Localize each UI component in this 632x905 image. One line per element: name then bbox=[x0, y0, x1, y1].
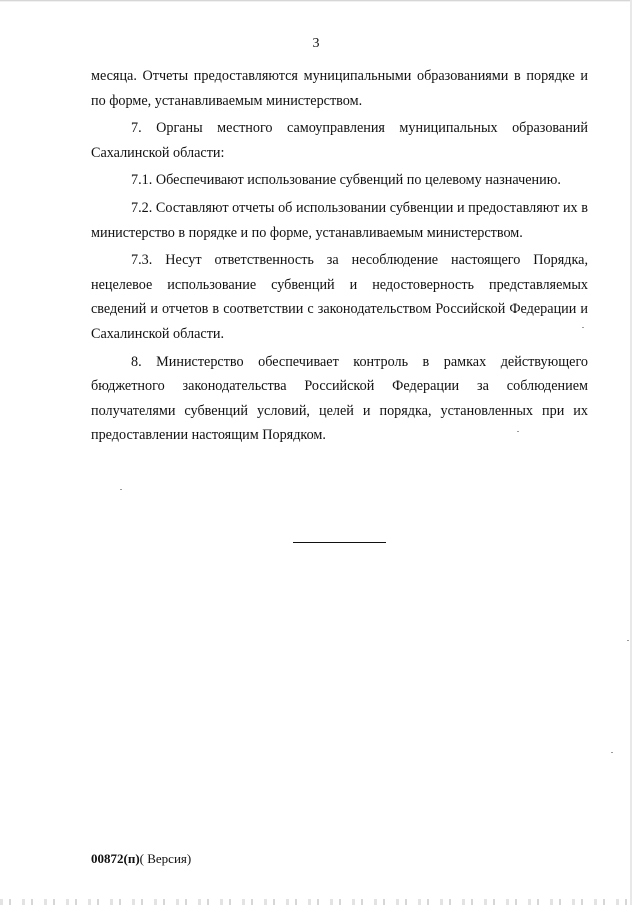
paragraph-continuation: месяца. Отчеты предоставляются муниципальными образованиями в порядке и по форме, устанавливаемым министерством. bbox=[91, 68, 588, 109]
scan-speck bbox=[120, 489, 122, 490]
paragraph-7-2: 7.2. Составляют отчеты об использовании субвенции и предоставляют их в министерство в порядке и по форме, устанавливаемым министерством. bbox=[91, 199, 588, 241]
page-number: 3 bbox=[312, 36, 320, 51]
closing-separator-line bbox=[293, 542, 386, 543]
scan-speck bbox=[611, 752, 613, 753]
scan-speck bbox=[582, 327, 584, 328]
paragraph-7-1: 7.1. Обеспечивают использование субвенций по целевому назначению. bbox=[131, 172, 561, 189]
scan-edge-top bbox=[0, 0, 632, 2]
paragraph-7-3: 7.3. Несут ответственность за несоблюдение настоящего Порядка, нецелевое использование субвенций и недостоверность представляемых сведений и отчетов в соответствии с законодательством Российской Федерации и Сахалинской области. bbox=[91, 252, 588, 342]
scan-speck bbox=[517, 431, 519, 432]
scan-speck bbox=[627, 640, 629, 641]
document-version-label: ( Версия) bbox=[139, 851, 192, 866]
document-code: 00872(п) bbox=[91, 851, 140, 866]
paragraph-7: 7. Органы местного самоуправления муниципальных образований Сахалинской области: bbox=[91, 120, 588, 161]
document-version-footer bbox=[91, 851, 191, 867]
scan-edge-bottom bbox=[0, 899, 632, 905]
paragraph-8: 8. Министерство обеспечивает контроль в рамках действующего бюджетного законодательства Российской Федерации за соблюдением получателями субвенций условий, целей и порядка, установленных при их предоставлении настоящим Порядком. bbox=[91, 353, 588, 444]
document-body bbox=[91, 64, 588, 448]
